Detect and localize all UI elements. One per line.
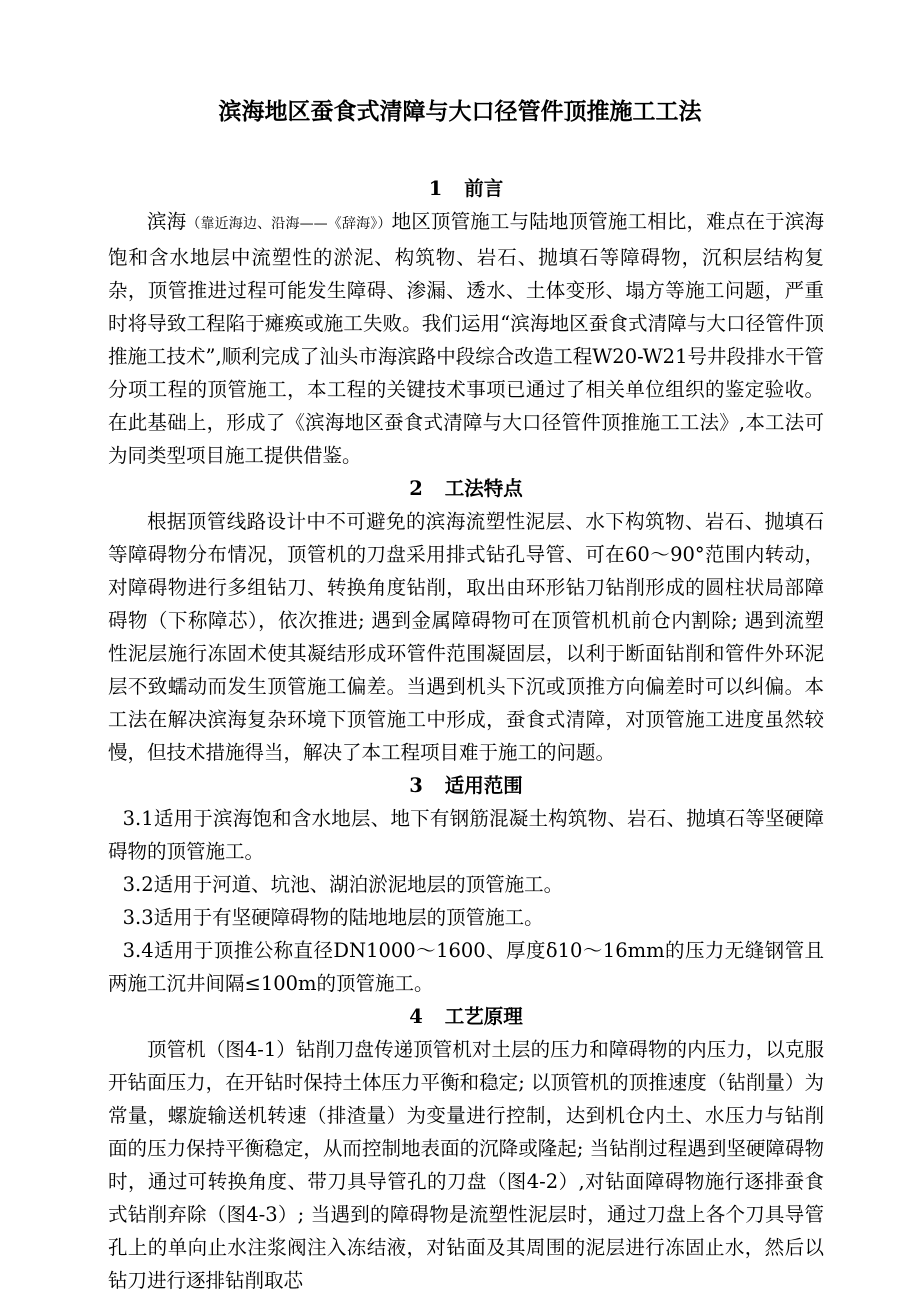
document-title: 滨海地区蚕食式清障与大口径管件顶推施工工法 (218, 98, 702, 125)
scope-item: 3.2适用于河道、坑池、湖泊淤泥地层的顶管施工。 (122, 873, 564, 896)
section-number: 1 (428, 177, 443, 200)
section-heading-4 (108, 1000, 824, 1033)
paragraph-text: 滨海 (147, 210, 187, 233)
section-4-paragraph: 顶管机（图4-1）钻削刀盘传递顶管机对土层的压力和障碍物的内压力，以克服开钻面压力，在开钻时保持土体压力平衡和稳定; 以顶管机的顶推速度（钻削量）为常量，螺旋输送机转速（排渣量）为变量进行控制，达到机仓内土、水压力与钻削面的压力保持平衡稳定，从而控制地表面的沉降或隆起; 当钻削过程遇到坚硬障碍物时，通过可转换角度、带刀具导管孔的刀盘（图4-2）,对钻面障碍物施行逐排蚕食式钻削弃除（图4-3）; 当遇到的障碍物是流塑性泥层时，通过刀盘上各个刀具导管孔上的单向止水注浆阀注入冻结液，对钻面及其周围的泥层进行冻固止水，然后以钻刀进行逐排钻削取芯 (108, 1038, 824, 1292)
section-title: 前言 (464, 177, 504, 200)
section-1-paragraph (108, 205, 824, 472)
paragraph-note: （靠近海边、沿海——《辞海》） (186, 216, 392, 232)
section-2-paragraph: 根据顶管线路设计中不可避免的滨海流塑性泥层、水下构筑物、岩石、抛填石等障碍物分布情况，顶管机的刀盘采用排式钻孔导管、可在60～90°范围内转动，对障碍物进行多组钻刀、转换角度钻削，取出由环形钻刀钻削形成的圆柱状局部障碍物（下称障芯），依次推进; 遇到金属障碍物可在顶管机机前仓内割除; 遇到流塑性泥层施行冻固术使其凝结形成环管件范围凝固层，以利于断面钻削和管件外环泥层不致蠕动而发生顶管施工偏差。当遇到机头下沉或顶推方向偏差时可以纠偏。本工法在解决滨海复杂环境下顶管施工中形成，蚕食式清障，对顶管施工进度虽然较慢，但技术措施得当，解决了本工程项目难于施工的问题。 (108, 510, 824, 764)
document-body (108, 172, 824, 1297)
section-heading-1 (108, 172, 824, 205)
paragraph-text: 地区顶管施工与陆地顶管施工相比，难点在于滨海饱和含水地层中流塑性的淤泥、构筑物、岩石、抛填石等障碍物，沉积层结构复杂，顶管推进过程可能发生障碍、渗漏、透水、土体变形、塌方等施工问题，严重时将导致工程陷于瘫痪或施工失败。我们运用“滨海地区蚕食式清障与大口径管件顶推施工技术”,顺利完成了汕头市海滨路中段综合改造工程W20-W21号井段排水干管分项工程的顶管施工，本工程的关键技术事项已通过了相关单位组织的鉴定验收。在此基础上，形成了《滨海地区蚕食式清障与大口径管件顶推施工工法》,本工法可为同类型项目施工提供借鉴。 (108, 210, 824, 467)
section-heading-3 (108, 769, 824, 802)
section-title: 工法特点 (444, 477, 523, 500)
scope-item: 3.4适用于顶推公称直径DN1000～1600、厚度δ10～16mm的压力无缝钢管且两施工沉井间隔≤100m的顶管施工。 (108, 939, 824, 995)
section-title: 工艺原理 (444, 1005, 523, 1028)
scope-item: 3.3适用于有坚硬障碍物的陆地地层的顶管施工。 (122, 906, 544, 929)
section-title: 适用范围 (444, 774, 523, 797)
section-number: 2 (409, 477, 423, 500)
section-heading-2 (108, 472, 824, 505)
section-number: 3 (409, 774, 423, 797)
scope-item: 3.1适用于滨海饱和含水地层、地下有钢筋混凝土构筑物、岩石、抛填石等坚硬障碍物的顶管施工。 (108, 807, 824, 863)
section-number: 4 (409, 1005, 423, 1028)
